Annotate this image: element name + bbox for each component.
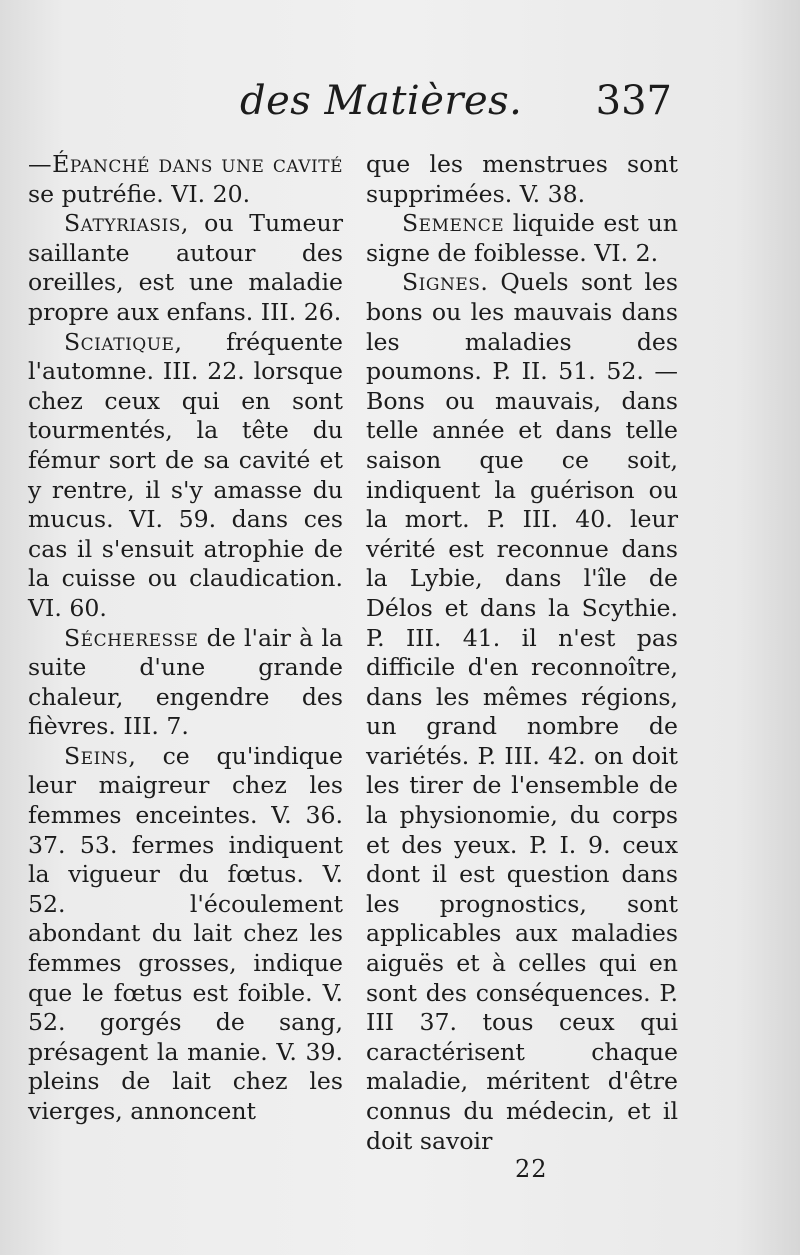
running-title: des Matières.: [240, 78, 523, 124]
signature-mark: 22: [515, 1155, 548, 1183]
index-entry: [366, 268, 678, 1156]
index-entry: [28, 742, 343, 1127]
right-column: [366, 150, 678, 1156]
page-number: 337: [595, 78, 672, 124]
entry-headword: Satyriasis: [64, 209, 181, 238]
entry-text: de l'air à la suite d'une grande chaleur, engendre des fièvres. III. 7.: [28, 623, 343, 741]
index-entry: [28, 624, 343, 742]
entry-headword: —Épanché dans une cavité: [28, 150, 343, 178]
entry-text: , fréquente l'automne. III. 22. lorsque chez ceux qui en sont tourmentés, la tête du fémur sort de sa cavité et y rentre, il s'y amasse du mucus. VI. 59. dans ces cas il s'ensuit atrophie de la cuisse ou claudication. VI. 60.: [28, 327, 343, 622]
left-column: [28, 150, 343, 1127]
entry-text: se putréfie. VI. 20.: [28, 179, 251, 208]
entry-headword: Seins: [64, 741, 129, 770]
entry-headword: Sécheresse: [64, 623, 199, 652]
index-entry: [366, 209, 678, 268]
index-entry-continued: [366, 150, 678, 209]
entry-headword: Signes: [402, 268, 481, 297]
entry-headword: Sciatique: [64, 327, 175, 356]
entry-text: . Quels sont les bons ou les mauvais dans les maladies des poumons. P. II. 51. 52. — Bons ou mauvais, dans telle année et dans telle saison que ce soit, indiquent la guérison ou la mort. P. III. 40. leur vérité est reconnue dans la Lybie, dans l'île de Délos et dans la Scythie. P. III. 41. il n'est pas difficile d'en reconnoître, dans les mêmes régions, un grand nombre de variétés. P. III. 42. on doit les tirer de l'ensemble de la physionomie, du corps et des yeux. P. I. 9. ceux dont il est question dans les prognostics, sont applicables aux maladies aiguës et à celles qui en sont des conséquences. P. III 37. tous ceux qui caractérisent chaque maladie, méritent d'être connus du médecin, et il doit savoir: [366, 268, 678, 1155]
entry-text: liquide est un signe de foiblesse. VI. 2.: [366, 209, 678, 267]
entry-text: que les menstrues sont supprimées. V. 38.: [366, 150, 678, 208]
index-entry: [28, 209, 343, 327]
entry-text: , ce qu'indique leur maigreur chez les femmes enceintes. V. 36. 37. 53. fermes indiquent la vigueur du fœtus. V. 52. l'écoulement abondant du lait chez les femmes grosses, indique que le fœtus est foible. V. 52. gorgés de sang, présagent la manie. V. 39. pleins de lait chez les vierges, annoncent: [28, 741, 343, 1125]
index-entry: [28, 328, 343, 624]
page-header: [0, 78, 800, 138]
index-entry: [28, 150, 343, 209]
entry-text: , ou Tumeur saillante autour des oreilles, est une maladie propre aux enfans. III. 26.: [28, 209, 343, 326]
entry-headword: Semence: [402, 209, 505, 238]
